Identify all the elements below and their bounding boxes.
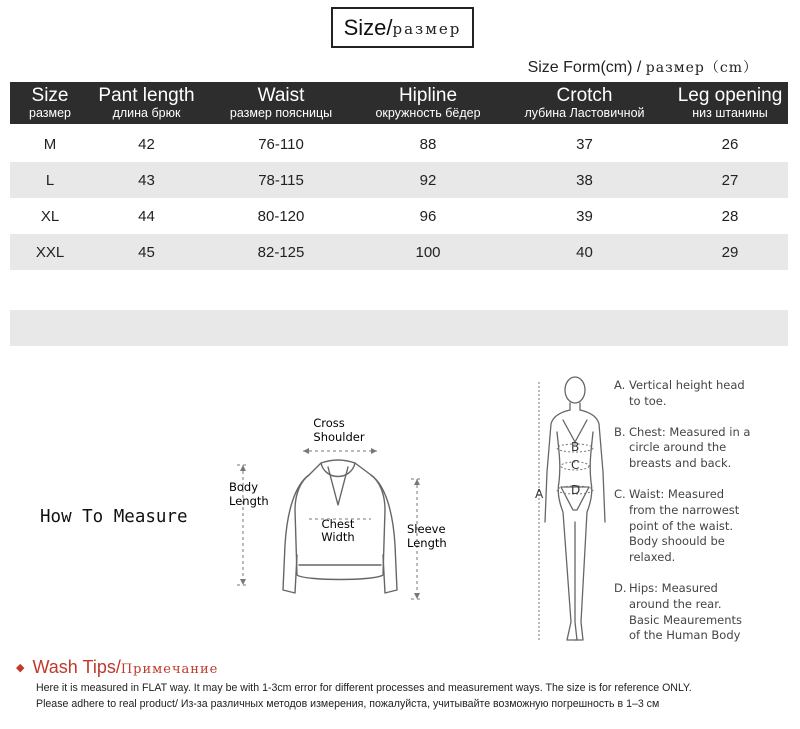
table-row bbox=[10, 126, 788, 162]
table-cell: 78-115 bbox=[258, 171, 304, 189]
header-sublabel: низ штанины bbox=[692, 106, 768, 121]
note-line: Chest: Measured in a bbox=[629, 424, 751, 439]
note-d bbox=[614, 581, 794, 644]
table-cell: 80-120 bbox=[257, 207, 305, 225]
how-to-measure-heading: How To Measure bbox=[40, 507, 188, 527]
size-table bbox=[10, 82, 788, 270]
header-sublabel: размер поясницы bbox=[229, 106, 333, 121]
title-main: Size/ bbox=[343, 14, 393, 40]
header-label: Crotch bbox=[556, 85, 613, 107]
jacket-measurement-diagram bbox=[225, 415, 470, 615]
header-waist bbox=[203, 82, 359, 124]
note-b bbox=[614, 425, 794, 472]
note-line: from the narrowest bbox=[629, 502, 740, 517]
table-cell: M bbox=[43, 135, 57, 153]
header-sublabel: окружность бёдер bbox=[375, 106, 481, 121]
header-label: Leg opening bbox=[677, 85, 783, 107]
header-hipline bbox=[359, 82, 497, 124]
note-line: to toe. bbox=[629, 393, 667, 408]
table-cell: 44 bbox=[138, 207, 155, 225]
note-line: breasts and back. bbox=[629, 456, 732, 471]
header-sublabel: длина брюк bbox=[112, 106, 181, 121]
note-line: Body shoould be bbox=[629, 534, 725, 549]
header-label: Pant length bbox=[98, 85, 195, 107]
wash-tips-title bbox=[16, 657, 796, 678]
table-cell: 37 bbox=[576, 135, 593, 153]
label-width: Width bbox=[321, 530, 355, 544]
body-measurement-diagram bbox=[525, 372, 610, 652]
table-row bbox=[10, 198, 788, 234]
table-cell: 82-125 bbox=[257, 243, 305, 261]
title-sub: размер bbox=[392, 20, 462, 38]
page-title bbox=[331, 7, 474, 48]
label-sleeve-length: Length bbox=[407, 536, 447, 550]
note-key: A. bbox=[614, 378, 626, 392]
note-line: Vertical height head bbox=[629, 378, 745, 392]
table-cell: 100 bbox=[415, 243, 441, 261]
table-cell: 28 bbox=[721, 207, 739, 225]
table-cell: 92 bbox=[419, 171, 437, 189]
label-sleeve: Sleeve bbox=[407, 522, 446, 536]
header-size bbox=[10, 82, 90, 124]
size-form-caption bbox=[528, 57, 758, 77]
note-line: Hips: Measured bbox=[629, 580, 718, 595]
table-cell: 29 bbox=[721, 243, 739, 261]
header-pant-length bbox=[90, 82, 203, 124]
header-label: Waist bbox=[257, 85, 305, 107]
table-cell: 42 bbox=[138, 135, 155, 153]
note-key: D. bbox=[614, 580, 627, 595]
header-sublabel: размер bbox=[29, 106, 71, 121]
header-leg-opening bbox=[672, 82, 788, 124]
label-shoulder: Shoulder bbox=[313, 430, 365, 444]
table-cell: 88 bbox=[419, 135, 437, 153]
note-line: Waist: Measured bbox=[629, 486, 725, 501]
label-c: C bbox=[571, 458, 580, 472]
table-row bbox=[10, 162, 788, 198]
label-a: A bbox=[535, 487, 544, 501]
table-cell: XXL bbox=[35, 243, 65, 261]
label-chest: Chest bbox=[321, 517, 355, 531]
table-cell: 40 bbox=[576, 243, 593, 261]
note-key: C. bbox=[614, 486, 626, 501]
table-row bbox=[10, 234, 788, 270]
wash-line-1: Here it is measured in FLAT way. It may be with 1-3cm error for different processes and measurement ways. The size is for reference ONLY. bbox=[36, 682, 692, 694]
divider-band bbox=[10, 310, 788, 346]
table-cell: 27 bbox=[721, 171, 739, 189]
note-line: Basic Meaurements bbox=[629, 612, 743, 627]
table-cell: 38 bbox=[576, 171, 593, 189]
label-cross: Cross bbox=[313, 416, 345, 430]
note-key: B. bbox=[614, 424, 626, 439]
label-d: D bbox=[571, 483, 581, 497]
note-line: relaxed. bbox=[629, 550, 676, 565]
header-sublabel: лубина Ластовичной bbox=[524, 106, 645, 121]
measurement-notes bbox=[614, 378, 794, 659]
diamond-icon: ◆ bbox=[16, 662, 25, 674]
header-label: Hipline bbox=[398, 85, 458, 107]
label-b: B bbox=[571, 440, 580, 454]
header-label: Size bbox=[31, 85, 69, 107]
table-cell: 39 bbox=[576, 207, 593, 225]
note-a bbox=[614, 378, 794, 410]
table-cell: 43 bbox=[138, 171, 155, 189]
wash-tips-text bbox=[36, 680, 796, 712]
note-line: circle around the bbox=[629, 440, 727, 455]
table-cell: L bbox=[45, 171, 55, 189]
size-form-ru: размер（cm） bbox=[645, 60, 758, 76]
wash-tips bbox=[16, 657, 796, 712]
label-body-length: Length bbox=[229, 494, 269, 508]
table-cell: 26 bbox=[721, 135, 739, 153]
wash-title-en: Wash Tips/ bbox=[32, 657, 121, 677]
note-c bbox=[614, 487, 794, 566]
table-header bbox=[10, 82, 788, 124]
table-cell: 45 bbox=[138, 243, 155, 261]
label-body: Body bbox=[229, 480, 259, 494]
size-form-en: Size Form(cm) / bbox=[527, 59, 646, 76]
header-crotch bbox=[497, 82, 672, 124]
note-line: point of the waist. bbox=[629, 518, 734, 533]
note-line: of the Human Body bbox=[629, 628, 741, 643]
table-cell: 76-110 bbox=[258, 135, 304, 153]
wash-line-2: Please adhere to real product/ Из-за различных методов измерения, пожалуйста, учитывайте возможную погрешность в 1–3 см bbox=[36, 698, 660, 710]
table-cell: 96 bbox=[419, 207, 437, 225]
table-cell: XL bbox=[40, 207, 60, 225]
wash-title-ru: Примечание bbox=[120, 661, 219, 677]
note-line: around the rear. bbox=[629, 596, 722, 611]
